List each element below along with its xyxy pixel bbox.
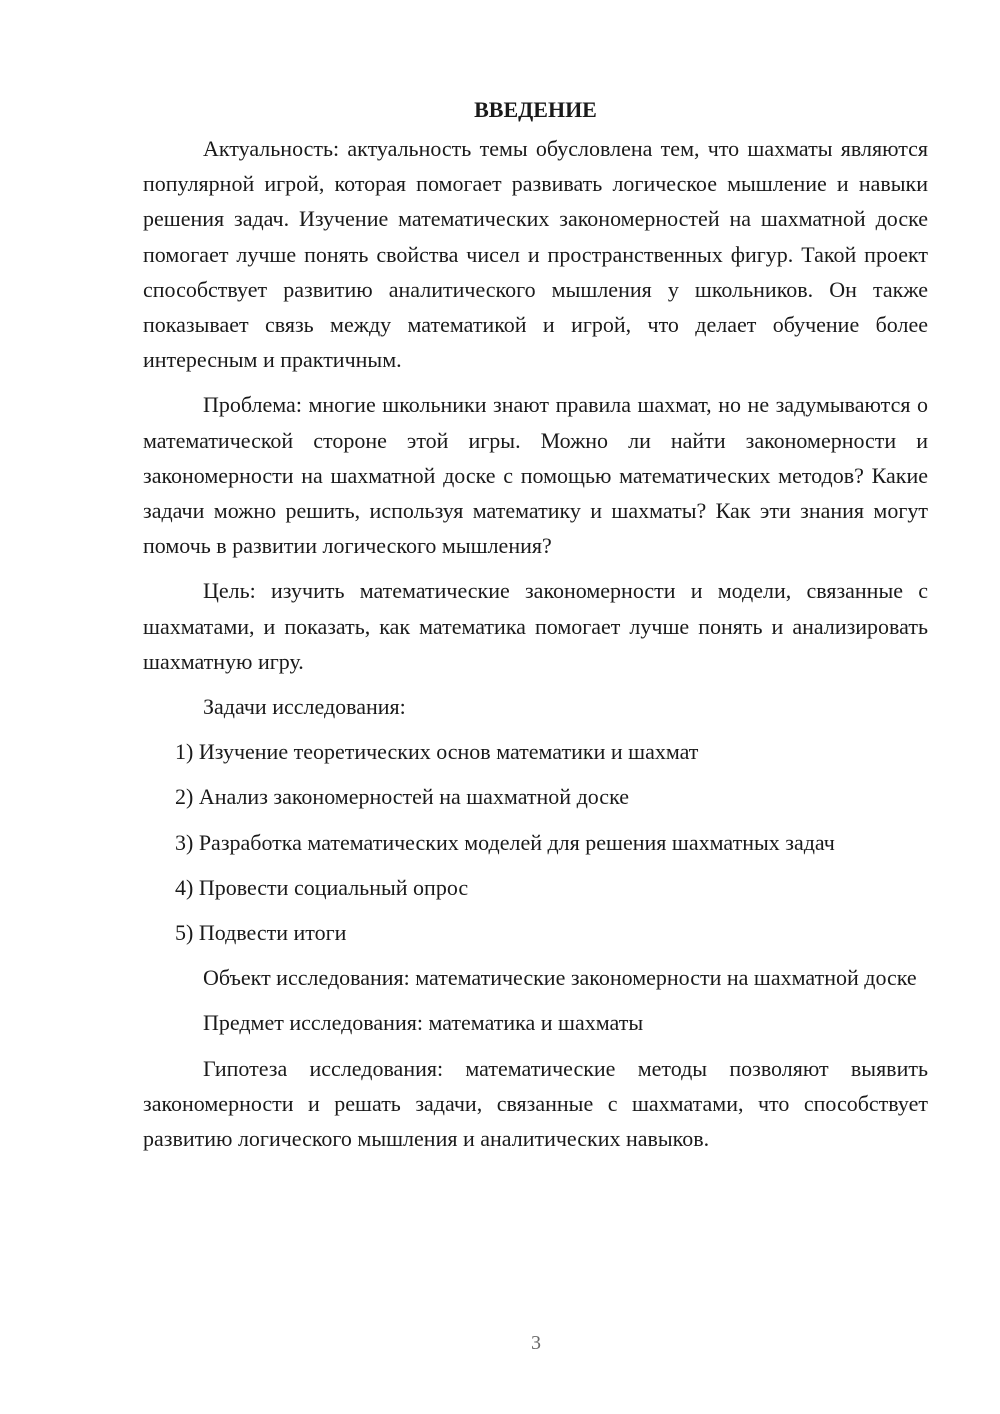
problem-paragraph: Проблема: многие школьники знают правила шахмат, но не задумываются о математической стороне этой игры. Можно ли найти закономерности и закономерности на шахматной доске с помощью математических методов? Какие задачи можно решить, используя математику и шахматы? Как эти знания могут помочь в развитии логического мышления?: [143, 392, 928, 559]
subject-paragraph: Предмет исследования: математика и шахматы: [203, 1010, 644, 1036]
section-title: ВВЕДЕНИЕ: [474, 97, 597, 122]
task-item-4: 4) Провести социальный опрос: [175, 874, 469, 900]
tasks-heading: Задачи исследования:: [203, 694, 406, 720]
task-item-1: 1) Изучение теоретических основ математики и шахмат: [175, 739, 699, 765]
document-page: [143, 92, 928, 1166]
page-number: 3: [531, 1332, 541, 1354]
object-paragraph: Объект исследования: математические закономерности на шахматной доске: [203, 965, 917, 991]
hypothesis-paragraph: Гипотеза исследования: математические методы позволяют выявить закономерности и решать задачи, связанные с шахматами, что способствует развитию логического мышления и аналитических навыков.: [143, 1055, 928, 1152]
goal-paragraph: Цель: изучить математические закономерности и модели, связанные с шахматами, и показать, как математика помогает лучше понять и анализировать шахматную игру.: [143, 578, 928, 674]
task-item-5: 5) Подвести итоги: [175, 920, 347, 946]
task-item-2: 2) Анализ закономерностей на шахматной доске: [175, 784, 629, 810]
relevance-paragraph: Актуальность: актуальность темы обусловлена тем, что шахматы являются популярной игрой, которая помогает развивать логическое мышление и навыки решения задач. Изучение математических закономерностей на шахматной доске помогает лучше понять свойства чисел и пространственных фигур. Такой проект способствует развитию аналитического мышления у школьников. Он также показывает связь между математикой и игрой, что делает обучение более интересным и практичным.: [143, 136, 928, 373]
task-item-3: 3) Разработка математических моделей для решения шахматных задач: [175, 829, 835, 855]
